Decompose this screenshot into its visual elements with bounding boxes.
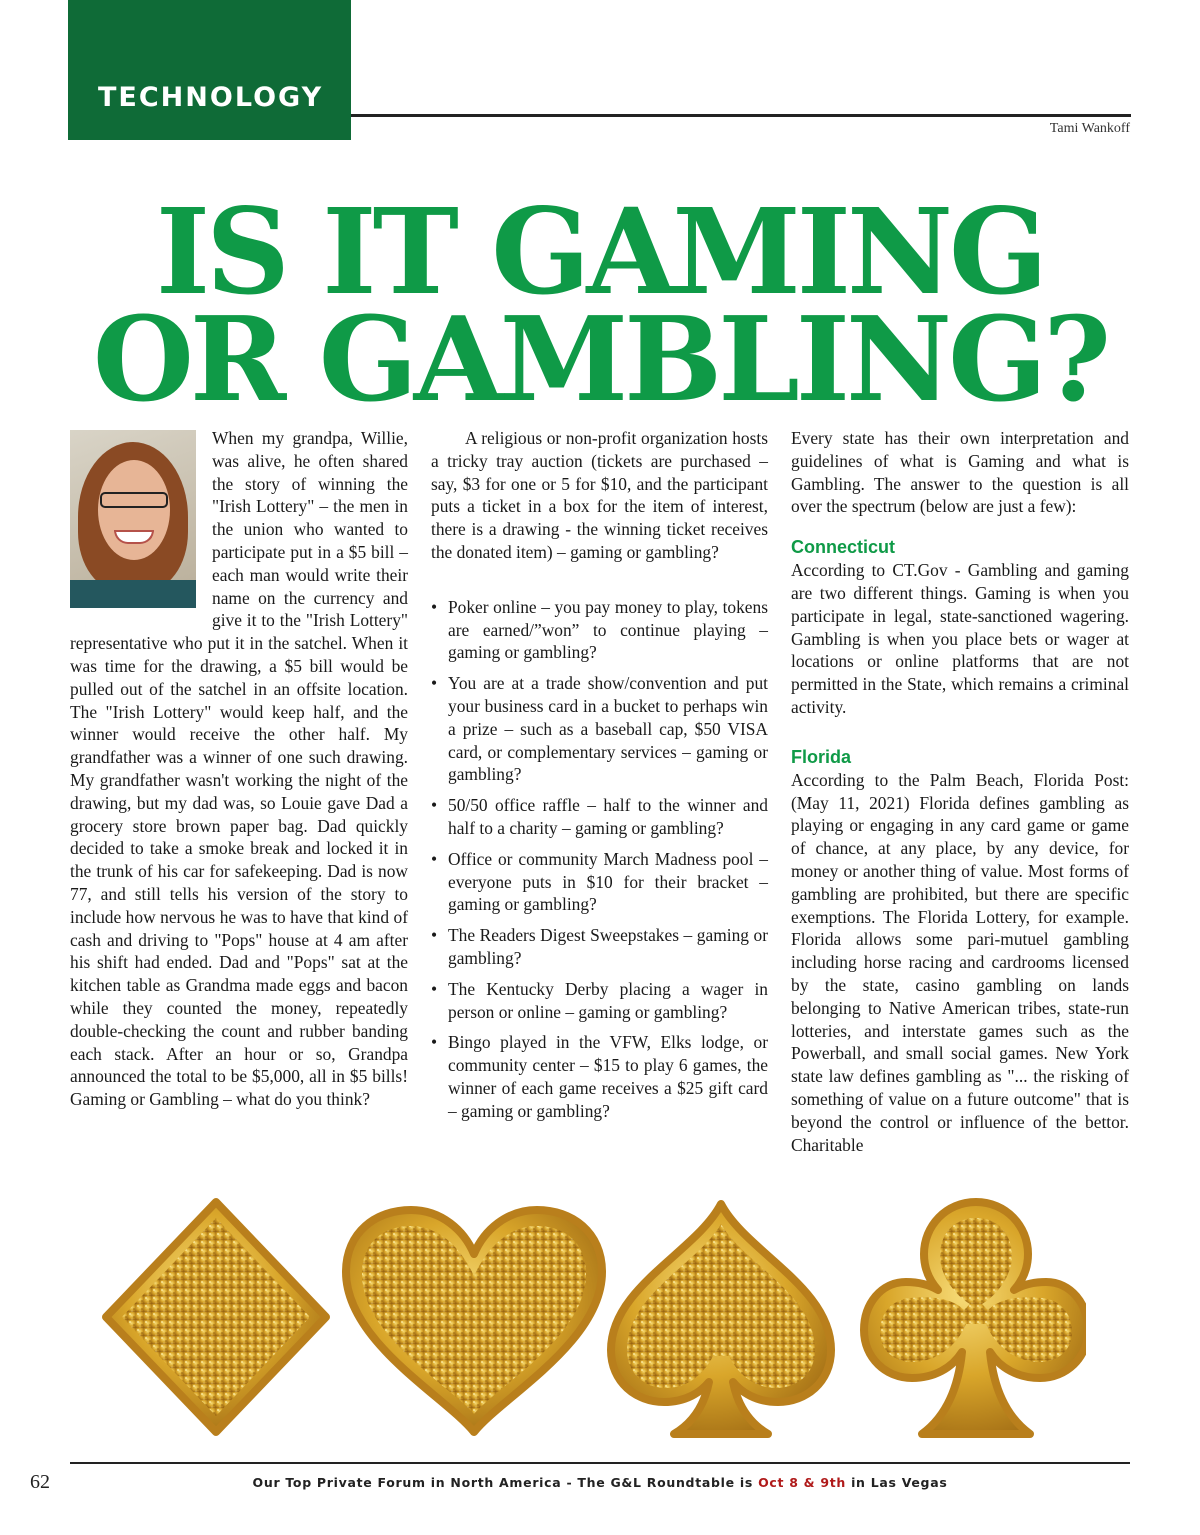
tricky-tray-paragraph: A religious or non-profit organization hosts a tricky tray auction (tickets are purchased – say, $3 for one or 5 for $10, and the participant puts a ticket in a box for the item of interest, there is a drawing - the winning ticket receives the donated item) – gaming or gambling? [431, 428, 768, 562]
footer-text: Our Top Private Forum in North America - The G&L Roundtable is [252, 1475, 753, 1490]
list-item: • Bingo played in the VFW, Elks lodge, or community center – $15 to play 6 games, the winner of each game receives a $25 gift card – gaming or gambling? [431, 1031, 768, 1122]
diamond-icon [106, 1202, 326, 1432]
headline-line-2: OR GAMBLING? [92, 292, 1108, 428]
bottom-rule [70, 1462, 1130, 1464]
heart-icon [346, 1210, 602, 1432]
list-item: • Office or community March Madness pool – everyone puts in $10 for their bracket – gaming or gambling? [431, 848, 768, 916]
section-tab [68, 0, 351, 140]
footer-date-highlight: Oct 8 & 9th [758, 1475, 846, 1490]
card-suits-illustration [96, 1192, 1086, 1442]
page-number: 62 [30, 1471, 50, 1493]
states-intro: Every state has their own interpretation and guidelines of what is Gaming and what is Gambling. The answer to the question is all over the spectrum (below are just a few): [791, 428, 1129, 517]
section-label: TECHNOLOGY [98, 82, 324, 113]
list-item: • The Kentucky Derby placing a wager in person or online – gaming or gambling? [431, 978, 768, 1024]
spade-icon [611, 1204, 831, 1434]
list-item: • You are at a trade show/convention and put your business card in a bucket to perhaps win a prize – such as a baseball cap, $50 VISA card, or complementary services – gaming or gambling? [431, 672, 768, 786]
top-rule [351, 114, 1131, 117]
footer-location: in Las Vegas [851, 1475, 948, 1490]
subheading-connecticut: Connecticut [791, 537, 896, 558]
examples-list [431, 596, 768, 1123]
footer-banner [170, 1475, 1030, 1490]
author-byline: Tami Wankoff [1049, 121, 1130, 136]
headline-line-1: IS IT GAMING [155, 182, 1045, 322]
list-item: • Poker online – you pay money to play, tokens are earned/”won” to continue playing – gaming or gambling? [431, 596, 768, 664]
article-column-3 [791, 427, 1129, 1156]
author-photo [70, 430, 196, 608]
list-item: • The Readers Digest Sweepstakes – gaming or gambling? [431, 924, 768, 970]
club-icon [864, 1202, 1086, 1434]
article-column-1 [70, 427, 408, 1111]
article-column-2 [431, 427, 768, 1131]
list-item: • 50/50 office raffle – half to the winner and half to a charity – gaming or gambling? [431, 794, 768, 840]
connecticut-text: According to CT.Gov - Gambling and gaming are two different things. Gaming is when you participate in legal, state-sanctioned wagering. Gambling is when you place bets or wager at locations or online platforms that are not permitted in the State, which remains a criminal activity. [791, 560, 1129, 717]
story-paragraph: When my grandpa, Willie, was alive, he often shared the story of winning the "Irish Lottery" – the men in the union who wanted to participate put in a $5 bill – each man would write their name on the currency and give it to the "Irish Lottery" representative who put it in the satchel. When it was time for the drawing, a $5 bill would be pulled out of the satchel in an offsite location. The "Irish Lottery" would keep half, and the winner would receive the other half. My grandfather was a winner of one such drawing. My grandfather wasn't working the night of the drawing, but my dad was, so Louie gave Dad a grocery store brown paper bag. Dad quickly decided to take a smoke break and locked it in the trunk of his car for safekeeping. Dad is now 77, and still tells his version of the story to include how nervous he was to have that kind of cash and driving to "Pops" house at 4 am after his shift had ended. Dad and "Pops" sat at the kitchen table as Grandma made eggs and bacon while they counted the money, repeatedly double-checking the count and rubber banding each stack. After an hour or so, Grandpa announced the total to be $5,000, all in $5 bills! Gaming or Gambling – what do you think? [70, 428, 408, 1110]
florida-text: According to the Palm Beach, Florida Post: (May 11, 2021) Florida defines gambling as playing or engaging in any card game or game of chance, at any place, by any device, for money or another thing of value. Most forms of gambling are prohibited, but there are specific exemptions. The Florida Lottery, for example. Florida allows some pari-mutuel gambling including horse racing and cardrooms licensed by the state, casino gambling on lands belonging to Native American tribes, state-run lotteries, and interstate games such as the Powerball, and small social games. New York state law defines gambling as "... the risking of something of value on a future outcome" that is beyond the control or influence of the bettor. Charitable [791, 769, 1129, 1155]
subheading-florida: Florida [791, 746, 852, 767]
